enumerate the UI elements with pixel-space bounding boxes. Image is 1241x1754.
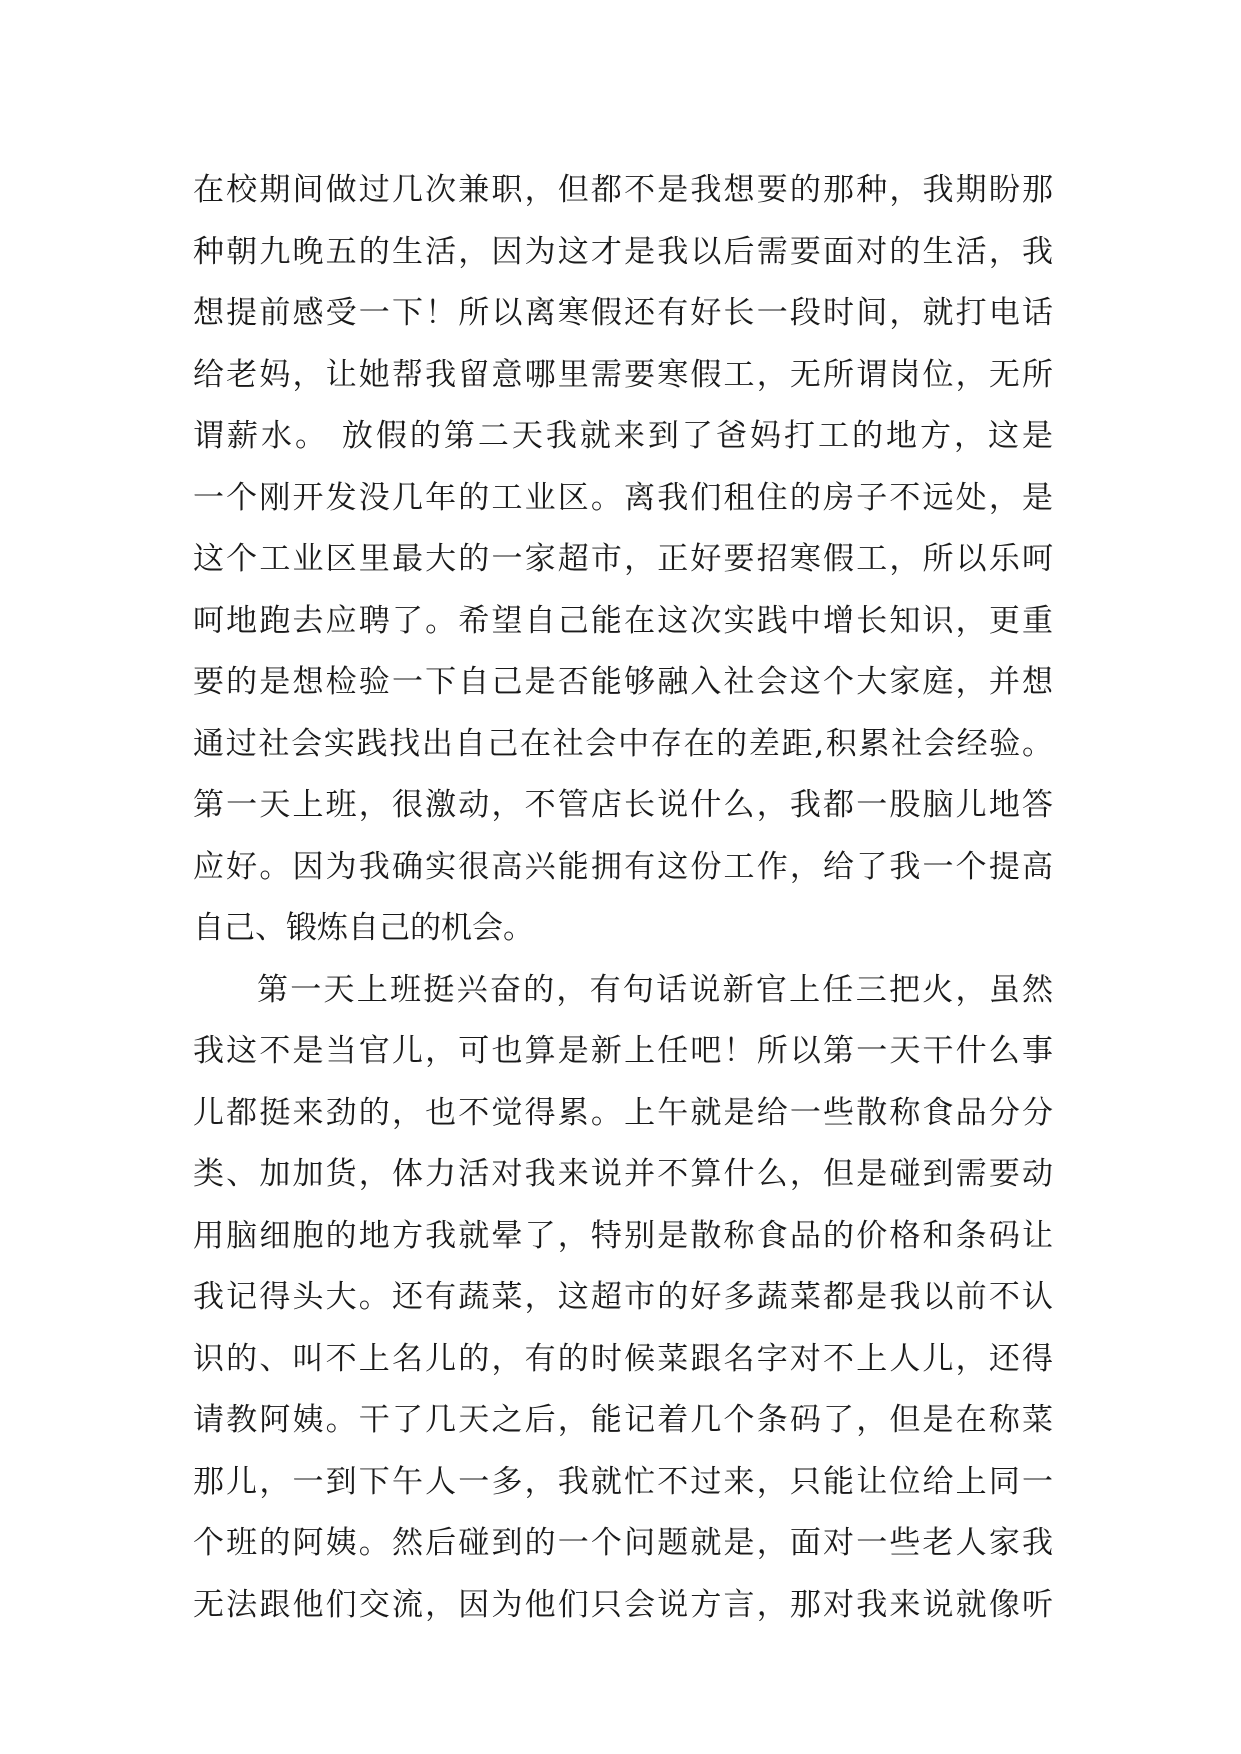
text-line: 给老妈，让她帮我留意哪里需要寒假工，无所谓岗位，无所 [193, 356, 1053, 393]
text-line: 呵地跑去应聘了。希望自己能在这次实践中增长知识，更重 [193, 602, 1053, 639]
text-line: 种朝九晚五的生活，因为这才是我以后需要面对的生活，我 [193, 233, 1053, 270]
text-line: 通过社会实践找出自己在社会中存在的差距,积累社会经验。 [193, 725, 1053, 762]
text-line: 个班的阿姨。然后碰到的一个问题就是，面对一些老人家我 [193, 1525, 1053, 1561]
text-line: 谓薪水。 放假的第二天我就来到了爸妈打工的地方，这是 [193, 418, 1053, 454]
text-line: 请教阿姨。干了几天之后，能记着几个条码了，但是在称菜 [193, 1402, 1053, 1438]
text-line: 在校期间做过几次兼职，但都不是我想要的那种，我期盼那 [193, 172, 1053, 208]
text-line: 应好。因为我确实很高兴能拥有这份工作，给了我一个提高 [193, 848, 1053, 885]
text-line: 第一天上班，很激动，不管店长说什么，我都一股脑儿地答 [193, 787, 1053, 823]
document-body [193, 160, 1053, 1636]
text-line: 自己、锻炼自己的机会。 [193, 910, 534, 946]
text-line: 要的是想检验一下自己是否能够融入社会这个大家庭，并想 [193, 664, 1053, 700]
text-line: 识的、叫不上名儿的，有的时候菜跟名字对不上人儿，还得 [193, 1340, 1053, 1377]
paragraph-2 [193, 960, 1053, 1637]
text-line: 一个刚开发没几年的工业区。离我们租住的房子不远处，是 [193, 479, 1053, 516]
text-line: 想提前感受一下！所以离寒假还有好长一段时间，就打电话 [193, 295, 1053, 331]
text-line: 儿都挺来劲的，也不觉得累。上午就是给一些散称食品分分 [193, 1094, 1053, 1131]
text-line: 第一天上班挺兴奋的，有句话说新官上任三把火，虽然 [257, 971, 1053, 1008]
text-line: 那儿，一到下午人一多，我就忙不过来，只能让位给上同一 [193, 1463, 1053, 1500]
text-line: 这个工业区里最大的一家超市，正好要招寒假工，所以乐呵 [193, 541, 1053, 577]
text-line: 无法跟他们交流，因为他们只会说方言，那对我来说就像听 [193, 1586, 1053, 1623]
text-line: 用脑细胞的地方我就晕了，特别是散称食品的价格和条码让 [193, 1217, 1053, 1254]
text-line: 类、加加货，体力活对我来说并不算什么，但是碰到需要动 [193, 1156, 1053, 1192]
paragraph-1 [193, 160, 1053, 960]
text-line: 我这不是当官儿，可也算是新上任吧！所以第一天干什么事 [193, 1033, 1053, 1069]
text-line: 我记得头大。还有蔬菜，这超市的好多蔬菜都是我以前不认 [193, 1279, 1053, 1315]
